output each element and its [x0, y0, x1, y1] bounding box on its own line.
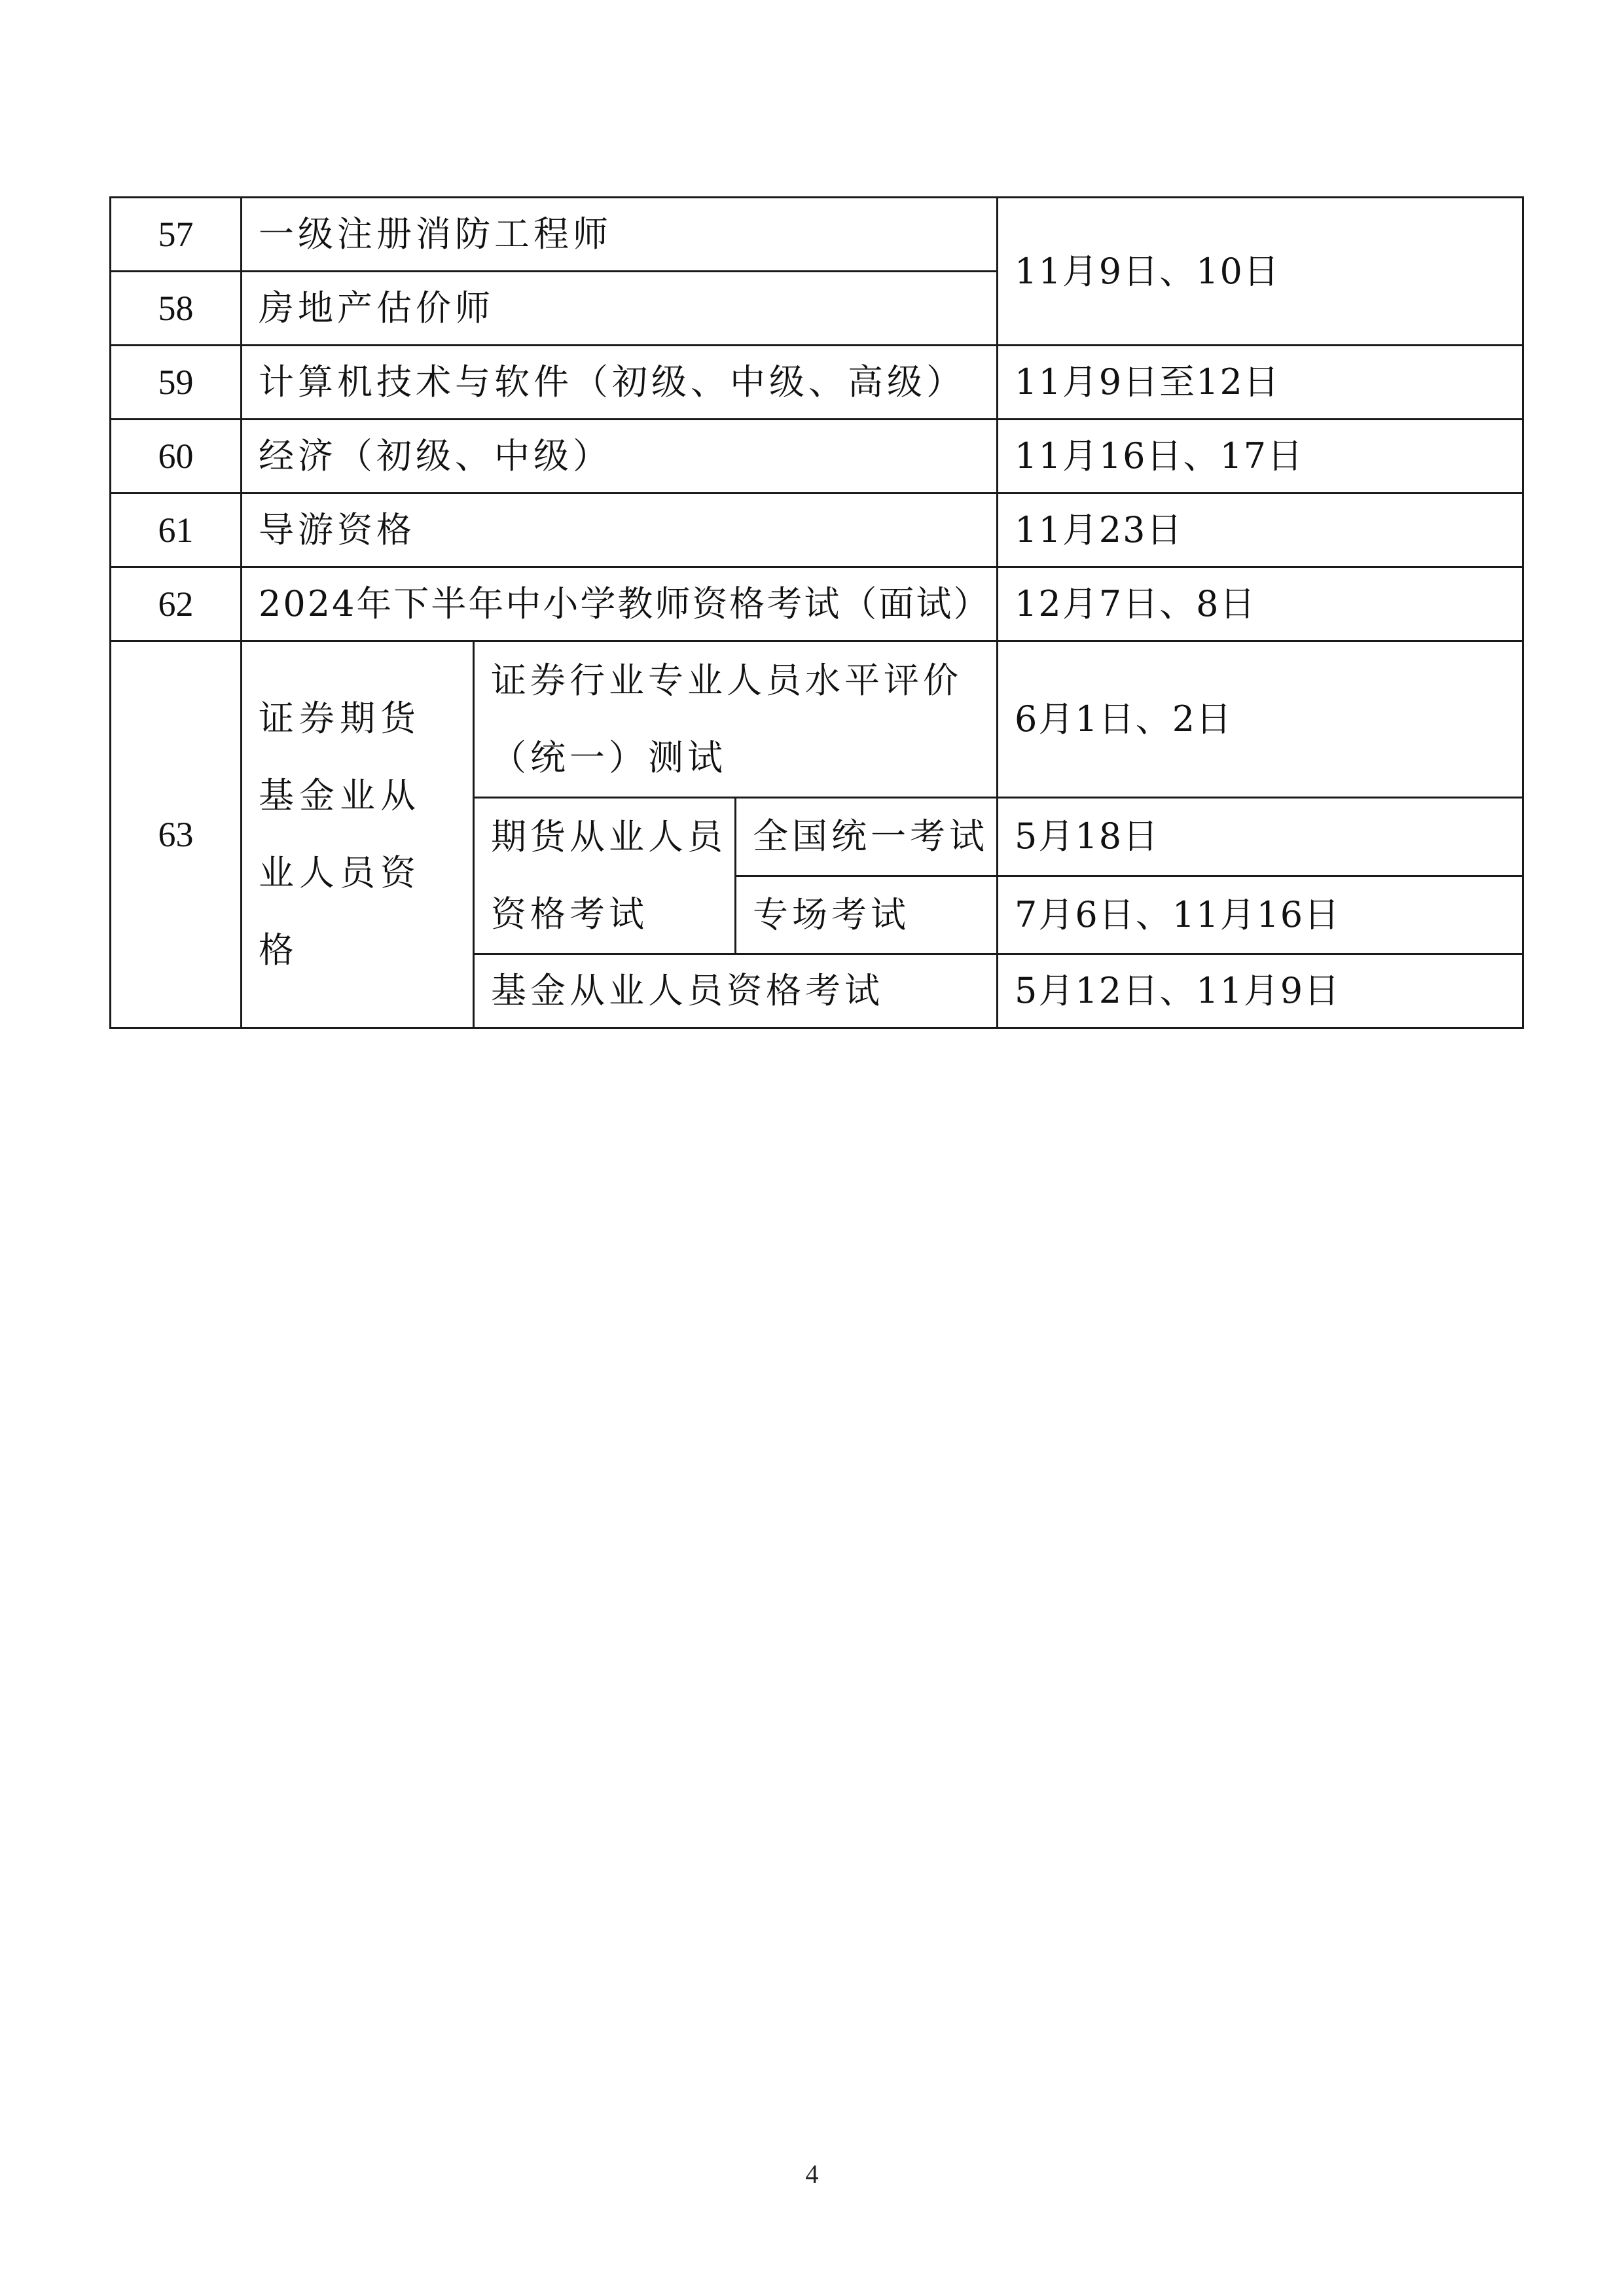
exam-name: 导游资格 — [242, 493, 998, 567]
table-row — [111, 420, 1523, 493]
exam-date: 11月9日至12日 — [998, 346, 1523, 420]
exam-name: 2024年下半年中小学教师资格考试（面试） — [242, 567, 998, 641]
securities-exam-date: 6月1日、2日 — [998, 641, 1523, 798]
futures-national-date: 5月18日 — [998, 798, 1523, 876]
exam-schedule-table — [109, 196, 1524, 1029]
futures-national-name: 全国统一考试 — [736, 798, 998, 876]
exam-name: 计算机技术与软件（初级、中级、高级） — [242, 346, 998, 420]
row-number: 59 — [111, 346, 242, 420]
exam-date: 11月9日、10日 — [998, 198, 1523, 346]
table-row — [111, 346, 1523, 420]
futures-exam-name: 期货从业人员资格考试 — [474, 798, 736, 954]
exam-name: 一级注册消防工程师 — [242, 198, 998, 272]
exam-date: 11月16日、17日 — [998, 420, 1523, 493]
securities-exam-name: 证券行业专业人员水平评价（统一）测试 — [474, 641, 998, 798]
table-row — [111, 493, 1523, 567]
fund-exam-date: 5月12日、11月9日 — [998, 954, 1523, 1028]
row-number: 57 — [111, 198, 242, 272]
table-row — [111, 198, 1523, 272]
row-number: 61 — [111, 493, 242, 567]
exam-name: 房地产估价师 — [242, 272, 998, 346]
page-number: 4 — [805, 2159, 819, 2189]
table-row — [111, 641, 1523, 798]
exam-date: 11月23日 — [998, 493, 1523, 567]
row-number: 58 — [111, 272, 242, 346]
group-label: 证券期货基金业从业人员资格 — [242, 641, 474, 1028]
fund-exam-name: 基金从业人员资格考试 — [474, 954, 998, 1028]
exam-date: 12月7日、8日 — [998, 567, 1523, 641]
table-row — [111, 567, 1523, 641]
row-number: 63 — [111, 641, 242, 1028]
futures-special-date: 7月6日、11月16日 — [998, 876, 1523, 954]
row-number: 62 — [111, 567, 242, 641]
exam-name: 经济（初级、中级） — [242, 420, 998, 493]
row-number: 60 — [111, 420, 242, 493]
futures-special-name: 专场考试 — [736, 876, 998, 954]
